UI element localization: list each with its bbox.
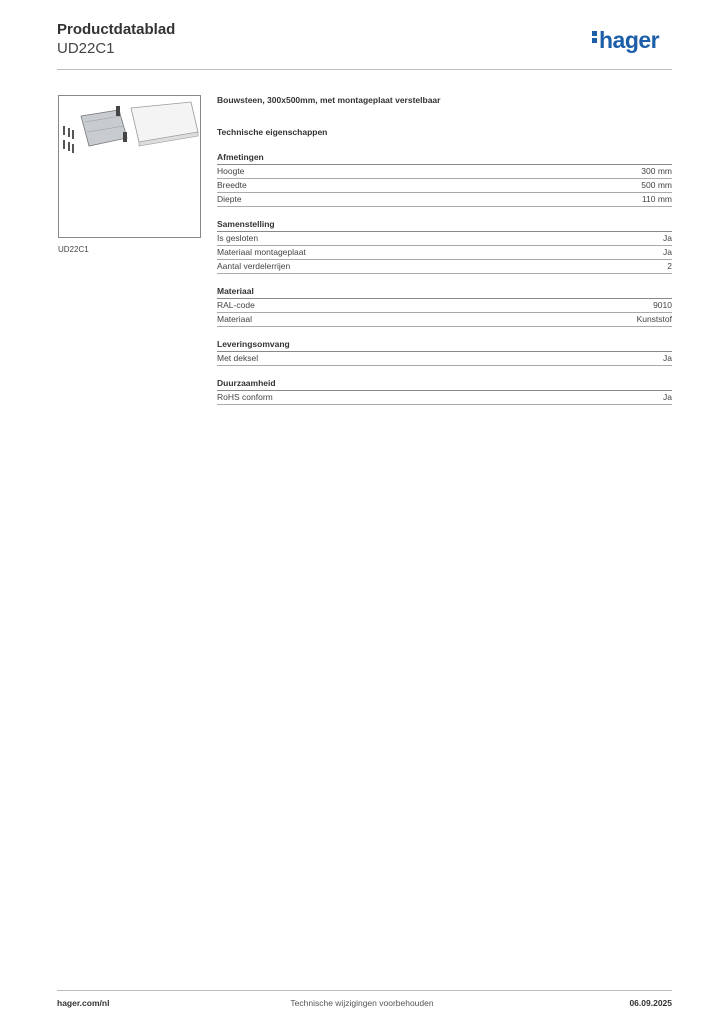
- footer-divider: [57, 990, 672, 991]
- spec-value: 500 mm: [641, 180, 672, 190]
- spec-row: [217, 391, 672, 405]
- spec-label: Hoogte: [217, 166, 245, 176]
- spec-row: [217, 165, 672, 179]
- logo-text: hager: [599, 27, 660, 53]
- spec-row: [217, 232, 672, 246]
- spec-row: [217, 299, 672, 313]
- spec-row: [217, 313, 672, 327]
- image-caption: UD22C1: [58, 245, 89, 254]
- header-title: Productdatablad: [57, 21, 176, 38]
- spec-row: [217, 246, 672, 260]
- spec-group: [217, 151, 672, 207]
- spec-row: [217, 179, 672, 193]
- spec-value: 2: [667, 261, 672, 271]
- spec-group: [217, 338, 672, 366]
- footer-website[interactable]: hager.com/nl: [57, 998, 110, 1008]
- spec-label: Breedte: [217, 180, 247, 190]
- footer-date: 06.09.2025: [629, 998, 672, 1008]
- spec-group: [217, 285, 672, 327]
- spec-label: Materiaal montageplaat: [217, 247, 306, 257]
- spec-value: Ja: [663, 353, 672, 363]
- footer-disclaimer: Technische wijzigingen voorbehouden: [290, 998, 434, 1008]
- spec-group: [217, 377, 672, 405]
- spec-group-title: Leveringsomvang: [217, 338, 672, 352]
- product-details: [217, 95, 672, 416]
- spec-row: [217, 193, 672, 207]
- spec-group: [217, 218, 672, 274]
- spec-row: [217, 352, 672, 366]
- spec-label: RoHS conform: [217, 392, 273, 402]
- spec-label: RAL-code: [217, 300, 255, 310]
- spec-value: Ja: [663, 233, 672, 243]
- spec-value: Ja: [663, 247, 672, 257]
- product-illustration: [59, 96, 200, 237]
- tech-heading: Technische eigenschappen: [217, 127, 328, 137]
- spec-label: Materiaal: [217, 314, 252, 324]
- logo-colon-icon: [592, 29, 597, 45]
- spec-label: Is gesloten: [217, 233, 259, 243]
- spec-value: 9010: [653, 300, 672, 310]
- spec-group-title: Materiaal: [217, 285, 672, 299]
- spec-groups: [217, 151, 672, 405]
- spec-group-title: Duurzaamheid: [217, 377, 672, 391]
- spec-value: Kunststof: [636, 314, 672, 324]
- spec-group-title: Afmetingen: [217, 151, 672, 165]
- spec-label: Aantal verdelerrijen: [217, 261, 291, 271]
- spec-label: Diepte: [217, 194, 242, 204]
- spec-label: Met deksel: [217, 353, 259, 363]
- spec-value: Ja: [663, 392, 672, 402]
- product-title: Bouwsteen, 300x500mm, met montageplaat verstelbaar: [217, 95, 441, 105]
- spec-value: 110 mm: [641, 194, 672, 204]
- product-image: [58, 95, 201, 238]
- header-divider: [57, 69, 672, 70]
- spec-row: [217, 260, 672, 274]
- hager-logo: [592, 27, 659, 54]
- product-code: UD22C1: [57, 40, 115, 57]
- spec-value: 300 mm: [641, 166, 672, 176]
- spec-group-title: Samenstelling: [217, 218, 672, 232]
